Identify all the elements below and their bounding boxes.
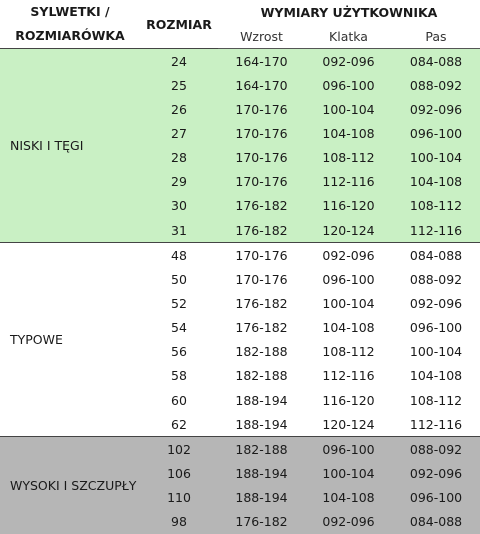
group-name: TYPOWE xyxy=(0,243,140,437)
cell-chest: 116-120 xyxy=(305,388,392,412)
cell-waist: 108-112 xyxy=(392,194,480,218)
group-name: WYSOKI I SZCZUPŁY xyxy=(0,437,140,534)
cell-size: 31 xyxy=(140,218,218,243)
cell-height: 188-194 xyxy=(218,412,305,437)
cell-height: 170-176 xyxy=(218,243,305,268)
group-3 xyxy=(0,437,480,534)
cell-chest: 112-116 xyxy=(305,170,392,194)
cell-waist: 112-116 xyxy=(392,412,480,437)
cell-height: 188-194 xyxy=(218,388,305,412)
cell-waist: 088-092 xyxy=(392,73,480,97)
cell-waist: 088-092 xyxy=(392,267,480,291)
cell-waist: 104-108 xyxy=(392,364,480,388)
cell-size: 60 xyxy=(140,388,218,412)
cell-height: 182-188 xyxy=(218,437,305,462)
cell-size: 106 xyxy=(140,461,218,485)
cell-waist: 104-108 xyxy=(392,170,480,194)
header-silhouettes xyxy=(0,0,140,49)
cell-size: 54 xyxy=(140,316,218,340)
table-row xyxy=(0,49,480,74)
cell-chest: 108-112 xyxy=(305,340,392,364)
cell-size: 50 xyxy=(140,267,218,291)
cell-waist: 084-088 xyxy=(392,49,480,74)
cell-chest: 096-100 xyxy=(305,73,392,97)
header-height: Wzrost xyxy=(218,25,305,49)
cell-chest: 096-100 xyxy=(305,267,392,291)
cell-size: 58 xyxy=(140,364,218,388)
cell-waist: 112-116 xyxy=(392,218,480,243)
cell-chest: 112-116 xyxy=(305,364,392,388)
cell-waist: 100-104 xyxy=(392,146,480,170)
cell-size: 24 xyxy=(140,49,218,74)
cell-height: 176-182 xyxy=(218,510,305,534)
cell-size: 28 xyxy=(140,146,218,170)
cell-size: 25 xyxy=(140,73,218,97)
header-measurements: WYMIARY UŻYTKOWNIKA xyxy=(260,4,438,20)
cell-size: 27 xyxy=(140,121,218,145)
cell-size: 62 xyxy=(140,412,218,437)
cell-chest: 120-124 xyxy=(305,412,392,437)
cell-height: 182-188 xyxy=(218,340,305,364)
cell-chest: 092-096 xyxy=(305,510,392,534)
cell-height: 170-176 xyxy=(218,97,305,121)
header-size: ROZMIAR xyxy=(146,16,212,32)
cell-height: 188-194 xyxy=(218,486,305,510)
cell-size: 26 xyxy=(140,97,218,121)
cell-height: 188-194 xyxy=(218,461,305,485)
cell-chest: 116-120 xyxy=(305,194,392,218)
cell-size: 29 xyxy=(140,170,218,194)
cell-chest: 092-096 xyxy=(305,243,392,268)
cell-chest: 100-104 xyxy=(305,291,392,315)
cell-size: 52 xyxy=(140,291,218,315)
cell-waist: 096-100 xyxy=(392,121,480,145)
header-silhouettes-line1: SYLWETKI / xyxy=(30,4,110,19)
table-row xyxy=(0,243,480,268)
cell-waist: 092-096 xyxy=(392,461,480,485)
group-1 xyxy=(0,49,480,243)
cell-waist: 092-096 xyxy=(392,291,480,315)
cell-chest: 108-112 xyxy=(305,146,392,170)
cell-waist: 092-096 xyxy=(392,97,480,121)
cell-height: 176-182 xyxy=(218,218,305,243)
header-waist: Pas xyxy=(392,25,480,49)
cell-height: 170-176 xyxy=(218,146,305,170)
cell-height: 170-176 xyxy=(218,121,305,145)
cell-height: 176-182 xyxy=(218,316,305,340)
cell-waist: 084-088 xyxy=(392,510,480,534)
cell-chest: 092-096 xyxy=(305,49,392,74)
cell-size: 30 xyxy=(140,194,218,218)
cell-waist: 096-100 xyxy=(392,316,480,340)
cell-size: 48 xyxy=(140,243,218,268)
cell-waist: 100-104 xyxy=(392,340,480,364)
cell-height: 164-170 xyxy=(218,73,305,97)
cell-waist: 108-112 xyxy=(392,388,480,412)
group-name: NISKI I TĘGI xyxy=(0,49,140,243)
cell-size: 56 xyxy=(140,340,218,364)
cell-height: 176-182 xyxy=(218,291,305,315)
header-chest: Klatka xyxy=(305,25,392,49)
cell-chest: 100-104 xyxy=(305,461,392,485)
cell-waist: 084-088 xyxy=(392,243,480,268)
cell-size: 110 xyxy=(140,486,218,510)
cell-height: 176-182 xyxy=(218,194,305,218)
cell-height: 164-170 xyxy=(218,49,305,74)
cell-size: 98 xyxy=(140,510,218,534)
cell-waist: 088-092 xyxy=(392,437,480,462)
table-header xyxy=(0,0,480,49)
header-silhouettes-line2: ROZMIARÓWKA xyxy=(15,28,125,43)
cell-size: 102 xyxy=(140,437,218,462)
cell-chest: 120-124 xyxy=(305,218,392,243)
table-row xyxy=(0,437,480,462)
cell-height: 170-176 xyxy=(218,267,305,291)
cell-height: 170-176 xyxy=(218,170,305,194)
cell-height: 182-188 xyxy=(218,364,305,388)
cell-chest: 096-100 xyxy=(305,437,392,462)
cell-chest: 104-108 xyxy=(305,486,392,510)
cell-waist: 096-100 xyxy=(392,486,480,510)
cell-chest: 104-108 xyxy=(305,316,392,340)
cell-chest: 100-104 xyxy=(305,97,392,121)
group-2 xyxy=(0,243,480,437)
cell-chest: 104-108 xyxy=(305,121,392,145)
